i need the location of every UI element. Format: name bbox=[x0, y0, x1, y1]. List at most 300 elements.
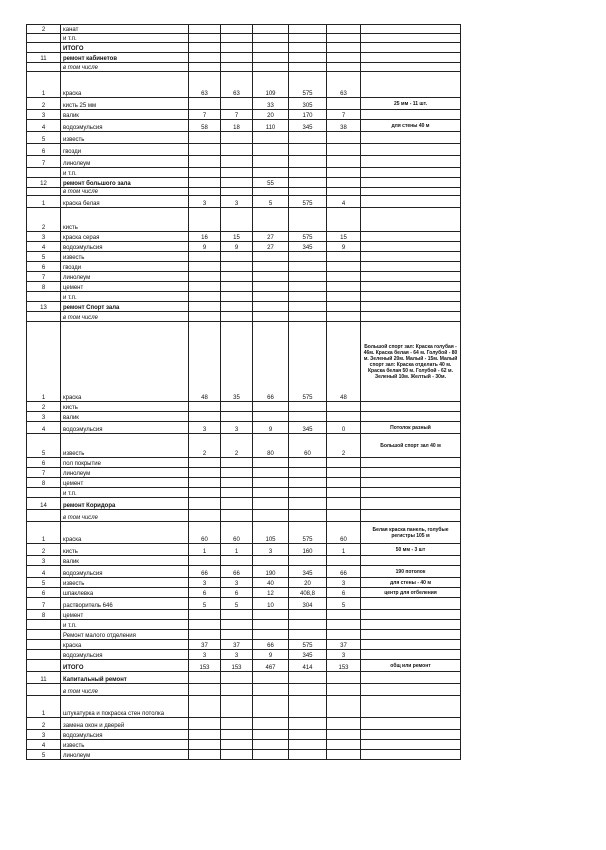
item-name-cell: ремонт Коридора bbox=[61, 498, 189, 510]
qty-1-cell bbox=[189, 740, 221, 750]
item-name-cell: цемент bbox=[61, 282, 189, 292]
table-row bbox=[27, 292, 461, 302]
item-name-cell: ремонт кабинетов bbox=[61, 53, 189, 63]
row-number-cell bbox=[27, 168, 61, 178]
qty-3-cell: 9 bbox=[253, 422, 289, 434]
qty-2-cell: 3 bbox=[221, 650, 253, 660]
item-name-cell: замена окон и дверей bbox=[61, 718, 189, 730]
qty-1-cell bbox=[189, 302, 221, 312]
qty-3-cell: 3 bbox=[253, 544, 289, 556]
note-cell bbox=[361, 684, 461, 696]
qty-1-cell bbox=[189, 412, 221, 422]
qty-3-cell bbox=[253, 412, 289, 422]
qty-1-cell bbox=[189, 696, 221, 718]
row-number-cell bbox=[27, 312, 61, 322]
price-cell bbox=[289, 730, 327, 740]
table-row bbox=[27, 588, 461, 598]
table-row bbox=[27, 53, 461, 63]
price-cell bbox=[289, 740, 327, 750]
price-cell bbox=[289, 178, 327, 188]
qty-5-cell: 6 bbox=[327, 588, 361, 598]
qty-5-cell: 7 bbox=[327, 110, 361, 120]
price-cell bbox=[289, 556, 327, 566]
qty-2-cell bbox=[221, 132, 253, 144]
qty-3-cell bbox=[253, 620, 289, 630]
row-number-cell: 5 bbox=[27, 252, 61, 262]
price-cell: 170 bbox=[289, 110, 327, 120]
price-cell bbox=[289, 208, 327, 232]
item-name-cell: кисть bbox=[61, 402, 189, 412]
qty-1-cell bbox=[189, 25, 221, 34]
row-number-cell bbox=[27, 488, 61, 498]
qty-3-cell bbox=[253, 478, 289, 488]
note-cell bbox=[361, 262, 461, 272]
qty-5-cell bbox=[327, 63, 361, 72]
qty-2-cell: 3 bbox=[221, 578, 253, 588]
note-cell bbox=[361, 696, 461, 718]
qty-2-cell: 9 bbox=[221, 242, 253, 252]
qty-5-cell bbox=[327, 672, 361, 684]
price-cell bbox=[289, 34, 327, 43]
note-cell: 25 мм - 11 шт. bbox=[361, 98, 461, 110]
qty-1-cell bbox=[189, 610, 221, 620]
qty-1-cell bbox=[189, 188, 221, 196]
note-cell bbox=[361, 144, 461, 156]
qty-5-cell bbox=[327, 458, 361, 468]
qty-3-cell: 66 bbox=[253, 322, 289, 402]
qty-2-cell bbox=[221, 684, 253, 696]
qty-3-cell bbox=[253, 43, 289, 53]
note-cell bbox=[361, 63, 461, 72]
qty-3-cell: 20 bbox=[253, 110, 289, 120]
qty-1-cell bbox=[189, 684, 221, 696]
qty-2-cell: 66 bbox=[221, 566, 253, 578]
qty-5-cell bbox=[327, 730, 361, 740]
row-number-cell bbox=[27, 188, 61, 196]
price-cell bbox=[289, 510, 327, 522]
table-row bbox=[27, 72, 461, 98]
note-cell bbox=[361, 478, 461, 488]
qty-5-cell bbox=[327, 132, 361, 144]
item-name-cell: и т.п. bbox=[61, 488, 189, 498]
qty-1-cell bbox=[189, 156, 221, 168]
item-name-cell: в том числе bbox=[61, 510, 189, 522]
price-cell: 575 bbox=[289, 322, 327, 402]
qty-2-cell bbox=[221, 252, 253, 262]
qty-2-cell bbox=[221, 740, 253, 750]
qty-2-cell: 153 bbox=[221, 660, 253, 672]
note-cell bbox=[361, 402, 461, 412]
qty-3-cell bbox=[253, 144, 289, 156]
qty-1-cell bbox=[189, 63, 221, 72]
table-row bbox=[27, 262, 461, 272]
table-row bbox=[27, 640, 461, 650]
item-name-cell: кисть 25 мм bbox=[61, 98, 189, 110]
qty-3-cell bbox=[253, 510, 289, 522]
table-body bbox=[27, 25, 461, 760]
note-cell bbox=[361, 458, 461, 468]
qty-2-cell: 3 bbox=[221, 422, 253, 434]
qty-3-cell bbox=[253, 488, 289, 498]
table-row bbox=[27, 98, 461, 110]
table-row bbox=[27, 750, 461, 760]
item-name-cell: гвозди bbox=[61, 262, 189, 272]
price-cell bbox=[289, 630, 327, 640]
qty-1-cell: 3 bbox=[189, 422, 221, 434]
item-name-cell: кисть bbox=[61, 208, 189, 232]
qty-3-cell bbox=[253, 458, 289, 468]
qty-1-cell bbox=[189, 34, 221, 43]
qty-5-cell bbox=[327, 188, 361, 196]
table-row bbox=[27, 556, 461, 566]
table-row bbox=[27, 272, 461, 282]
price-cell bbox=[289, 302, 327, 312]
table-row bbox=[27, 650, 461, 660]
row-number-cell: 6 bbox=[27, 588, 61, 598]
item-name-cell: водоэмульсия bbox=[61, 422, 189, 434]
qty-2-cell: 5 bbox=[221, 598, 253, 610]
note-cell bbox=[361, 730, 461, 740]
qty-5-cell bbox=[327, 684, 361, 696]
table-row bbox=[27, 63, 461, 72]
price-cell bbox=[289, 188, 327, 196]
qty-1-cell bbox=[189, 53, 221, 63]
qty-2-cell bbox=[221, 556, 253, 566]
row-number-cell: 4 bbox=[27, 120, 61, 132]
price-cell: 60 bbox=[289, 434, 327, 458]
item-name-cell: и т.п. bbox=[61, 292, 189, 302]
item-name-cell: водоэмульсия bbox=[61, 730, 189, 740]
table-row bbox=[27, 120, 461, 132]
note-cell bbox=[361, 312, 461, 322]
qty-5-cell bbox=[327, 468, 361, 478]
item-name-cell: краска bbox=[61, 322, 189, 402]
qty-2-cell: 60 bbox=[221, 522, 253, 544]
qty-1-cell bbox=[189, 672, 221, 684]
qty-1-cell bbox=[189, 144, 221, 156]
qty-1-cell: 3 bbox=[189, 578, 221, 588]
qty-5-cell: 48 bbox=[327, 322, 361, 402]
qty-1-cell bbox=[189, 312, 221, 322]
qty-2-cell: 63 bbox=[221, 72, 253, 98]
qty-5-cell: 0 bbox=[327, 422, 361, 434]
qty-2-cell: 37 bbox=[221, 640, 253, 650]
qty-3-cell bbox=[253, 750, 289, 760]
qty-1-cell: 16 bbox=[189, 232, 221, 242]
qty-2-cell bbox=[221, 25, 253, 34]
row-number-cell: 8 bbox=[27, 610, 61, 620]
item-name-cell: штукатурка и покраска стен потолка bbox=[61, 696, 189, 718]
table-row bbox=[27, 696, 461, 718]
qty-3-cell bbox=[253, 63, 289, 72]
row-number-cell: 1 bbox=[27, 522, 61, 544]
qty-3-cell bbox=[253, 312, 289, 322]
qty-5-cell bbox=[327, 208, 361, 232]
item-name-cell: кисть bbox=[61, 544, 189, 556]
note-cell bbox=[361, 178, 461, 188]
note-cell bbox=[361, 718, 461, 730]
qty-1-cell bbox=[189, 630, 221, 640]
row-number-cell: 8 bbox=[27, 478, 61, 488]
table-row bbox=[27, 620, 461, 630]
qty-2-cell bbox=[221, 610, 253, 620]
price-cell bbox=[289, 718, 327, 730]
qty-1-cell bbox=[189, 478, 221, 488]
price-cell: 575 bbox=[289, 522, 327, 544]
qty-1-cell bbox=[189, 510, 221, 522]
table-row bbox=[27, 168, 461, 178]
qty-1-cell: 60 bbox=[189, 522, 221, 544]
table-row bbox=[27, 610, 461, 620]
table-row bbox=[27, 144, 461, 156]
qty-3-cell bbox=[253, 740, 289, 750]
row-number-cell: 7 bbox=[27, 156, 61, 168]
qty-5-cell bbox=[327, 144, 361, 156]
item-name-cell: цемент bbox=[61, 478, 189, 488]
row-number-cell: 4 bbox=[27, 566, 61, 578]
qty-5-cell bbox=[327, 620, 361, 630]
row-number-cell: 1 bbox=[27, 196, 61, 208]
qty-2-cell bbox=[221, 718, 253, 730]
qty-3-cell bbox=[253, 262, 289, 272]
note-cell: для стены - 40 м bbox=[361, 578, 461, 588]
qty-5-cell bbox=[327, 302, 361, 312]
qty-3-cell bbox=[253, 684, 289, 696]
qty-5-cell bbox=[327, 282, 361, 292]
row-number-cell bbox=[27, 510, 61, 522]
note-cell bbox=[361, 282, 461, 292]
qty-1-cell bbox=[189, 458, 221, 468]
qty-1-cell bbox=[189, 498, 221, 510]
qty-3-cell bbox=[253, 252, 289, 262]
qty-2-cell bbox=[221, 750, 253, 760]
qty-2-cell bbox=[221, 412, 253, 422]
qty-1-cell bbox=[189, 208, 221, 232]
qty-2-cell: 6 bbox=[221, 588, 253, 598]
note-cell bbox=[361, 34, 461, 43]
qty-1-cell bbox=[189, 282, 221, 292]
qty-5-cell: 1 bbox=[327, 544, 361, 556]
qty-1-cell bbox=[189, 718, 221, 730]
row-number-cell bbox=[27, 34, 61, 43]
table-row bbox=[27, 282, 461, 292]
item-name-cell: и т.п. bbox=[61, 620, 189, 630]
note-cell bbox=[361, 412, 461, 422]
row-number-cell bbox=[27, 660, 61, 672]
qty-2-cell bbox=[221, 402, 253, 412]
row-number-cell: 8 bbox=[27, 282, 61, 292]
item-name-cell: линолеум bbox=[61, 272, 189, 282]
qty-2-cell bbox=[221, 488, 253, 498]
price-cell bbox=[289, 684, 327, 696]
price-cell: 345 bbox=[289, 566, 327, 578]
qty-5-cell bbox=[327, 312, 361, 322]
note-cell bbox=[361, 25, 461, 34]
qty-3-cell bbox=[253, 498, 289, 510]
note-cell bbox=[361, 498, 461, 510]
qty-5-cell bbox=[327, 53, 361, 63]
qty-5-cell bbox=[327, 272, 361, 282]
row-number-cell: 6 bbox=[27, 458, 61, 468]
qty-1-cell: 6 bbox=[189, 588, 221, 598]
item-name-cell: известь bbox=[61, 740, 189, 750]
row-number-cell bbox=[27, 63, 61, 72]
estimate-table bbox=[26, 24, 461, 760]
qty-5-cell bbox=[327, 488, 361, 498]
price-cell: 345 bbox=[289, 242, 327, 252]
row-number-cell: 4 bbox=[27, 422, 61, 434]
qty-3-cell bbox=[253, 696, 289, 718]
price-cell bbox=[289, 43, 327, 53]
row-number-cell: 7 bbox=[27, 272, 61, 282]
note-cell bbox=[361, 43, 461, 53]
qty-2-cell bbox=[221, 696, 253, 718]
price-cell: 345 bbox=[289, 422, 327, 434]
qty-5-cell bbox=[327, 25, 361, 34]
qty-2-cell bbox=[221, 630, 253, 640]
row-number-cell bbox=[27, 630, 61, 640]
item-name-cell: растворитель 646 bbox=[61, 598, 189, 610]
qty-1-cell bbox=[189, 168, 221, 178]
note-cell bbox=[361, 168, 461, 178]
note-cell bbox=[361, 196, 461, 208]
price-cell bbox=[289, 458, 327, 468]
qty-5-cell bbox=[327, 478, 361, 488]
note-cell bbox=[361, 740, 461, 750]
item-name-cell: валик bbox=[61, 556, 189, 566]
item-name-cell: шпаклевка bbox=[61, 588, 189, 598]
qty-1-cell bbox=[189, 43, 221, 53]
qty-2-cell bbox=[221, 34, 253, 43]
item-name-cell: краска белая bbox=[61, 196, 189, 208]
row-number-cell: 3 bbox=[27, 232, 61, 242]
note-cell: 190 потолок bbox=[361, 566, 461, 578]
qty-3-cell: 9 bbox=[253, 650, 289, 660]
item-name-cell: и т.п. bbox=[61, 34, 189, 43]
table-row bbox=[27, 468, 461, 478]
qty-1-cell bbox=[189, 402, 221, 412]
item-name-cell: краска bbox=[61, 522, 189, 544]
qty-5-cell: 63 bbox=[327, 72, 361, 98]
row-number-cell: 1 bbox=[27, 72, 61, 98]
row-number-cell bbox=[27, 684, 61, 696]
qty-2-cell bbox=[221, 498, 253, 510]
note-cell: для стены 40 м bbox=[361, 120, 461, 132]
note-cell bbox=[361, 188, 461, 196]
item-name-cell: ремонт большого зала bbox=[61, 178, 189, 188]
row-number-cell: 1 bbox=[27, 696, 61, 718]
table-row bbox=[27, 684, 461, 696]
qty-5-cell bbox=[327, 510, 361, 522]
qty-3-cell: 105 bbox=[253, 522, 289, 544]
table-row bbox=[27, 434, 461, 458]
qty-1-cell bbox=[189, 750, 221, 760]
item-name-cell: Капитальный ремонт bbox=[61, 672, 189, 684]
note-cell bbox=[361, 156, 461, 168]
qty-1-cell bbox=[189, 262, 221, 272]
qty-5-cell bbox=[327, 630, 361, 640]
qty-1-cell: 63 bbox=[189, 72, 221, 98]
qty-3-cell bbox=[253, 302, 289, 312]
qty-3-cell: 33 bbox=[253, 98, 289, 110]
note-cell bbox=[361, 488, 461, 498]
qty-3-cell: 110 bbox=[253, 120, 289, 132]
note-cell bbox=[361, 650, 461, 660]
price-cell bbox=[289, 696, 327, 718]
price-cell bbox=[289, 620, 327, 630]
qty-1-cell: 153 bbox=[189, 660, 221, 672]
qty-1-cell bbox=[189, 178, 221, 188]
qty-3-cell bbox=[253, 292, 289, 302]
row-number-cell: 3 bbox=[27, 730, 61, 740]
note-cell: центр для отбеления bbox=[361, 588, 461, 598]
price-cell: 160 bbox=[289, 544, 327, 556]
row-number-cell: 3 bbox=[27, 110, 61, 120]
qty-3-cell: 190 bbox=[253, 566, 289, 578]
price-cell: 575 bbox=[289, 196, 327, 208]
qty-3-cell bbox=[253, 188, 289, 196]
price-cell bbox=[289, 478, 327, 488]
price-cell bbox=[289, 750, 327, 760]
note-cell bbox=[361, 242, 461, 252]
item-name-cell: линолеум bbox=[61, 750, 189, 760]
qty-5-cell bbox=[327, 43, 361, 53]
qty-1-cell: 2 bbox=[189, 434, 221, 458]
table-row bbox=[27, 242, 461, 252]
item-name-cell: ИТОГО bbox=[61, 43, 189, 53]
table-row bbox=[27, 498, 461, 510]
qty-3-cell: 467 bbox=[253, 660, 289, 672]
price-cell: 305 bbox=[289, 98, 327, 110]
table-row bbox=[27, 730, 461, 740]
qty-3-cell bbox=[253, 25, 289, 34]
price-cell bbox=[289, 292, 327, 302]
qty-3-cell bbox=[253, 168, 289, 178]
qty-2-cell bbox=[221, 262, 253, 272]
table-row bbox=[27, 578, 461, 588]
item-name-cell: краска bbox=[61, 640, 189, 650]
qty-5-cell: 5 bbox=[327, 598, 361, 610]
qty-2-cell bbox=[221, 178, 253, 188]
qty-1-cell bbox=[189, 132, 221, 144]
qty-2-cell bbox=[221, 282, 253, 292]
row-number-cell: 2 bbox=[27, 98, 61, 110]
table-row bbox=[27, 252, 461, 262]
price-cell bbox=[289, 53, 327, 63]
qty-2-cell bbox=[221, 272, 253, 282]
row-number-cell: 1 bbox=[27, 322, 61, 402]
qty-3-cell: 10 bbox=[253, 598, 289, 610]
item-name-cell: водоэмульсия bbox=[61, 566, 189, 578]
qty-3-cell: 55 bbox=[253, 178, 289, 188]
table-row bbox=[27, 302, 461, 312]
item-name-cell: водоэмульсия bbox=[61, 242, 189, 252]
item-name-cell: в том числе bbox=[61, 63, 189, 72]
table-row bbox=[27, 488, 461, 498]
qty-1-cell: 5 bbox=[189, 598, 221, 610]
row-number-cell bbox=[27, 620, 61, 630]
qty-5-cell bbox=[327, 292, 361, 302]
qty-3-cell bbox=[253, 272, 289, 282]
qty-5-cell: 38 bbox=[327, 120, 361, 132]
qty-5-cell bbox=[327, 98, 361, 110]
item-name-cell: краска серая bbox=[61, 232, 189, 242]
item-name-cell: в том числе bbox=[61, 312, 189, 322]
qty-3-cell bbox=[253, 402, 289, 412]
qty-2-cell bbox=[221, 98, 253, 110]
note-cell bbox=[361, 610, 461, 620]
qty-1-cell bbox=[189, 556, 221, 566]
